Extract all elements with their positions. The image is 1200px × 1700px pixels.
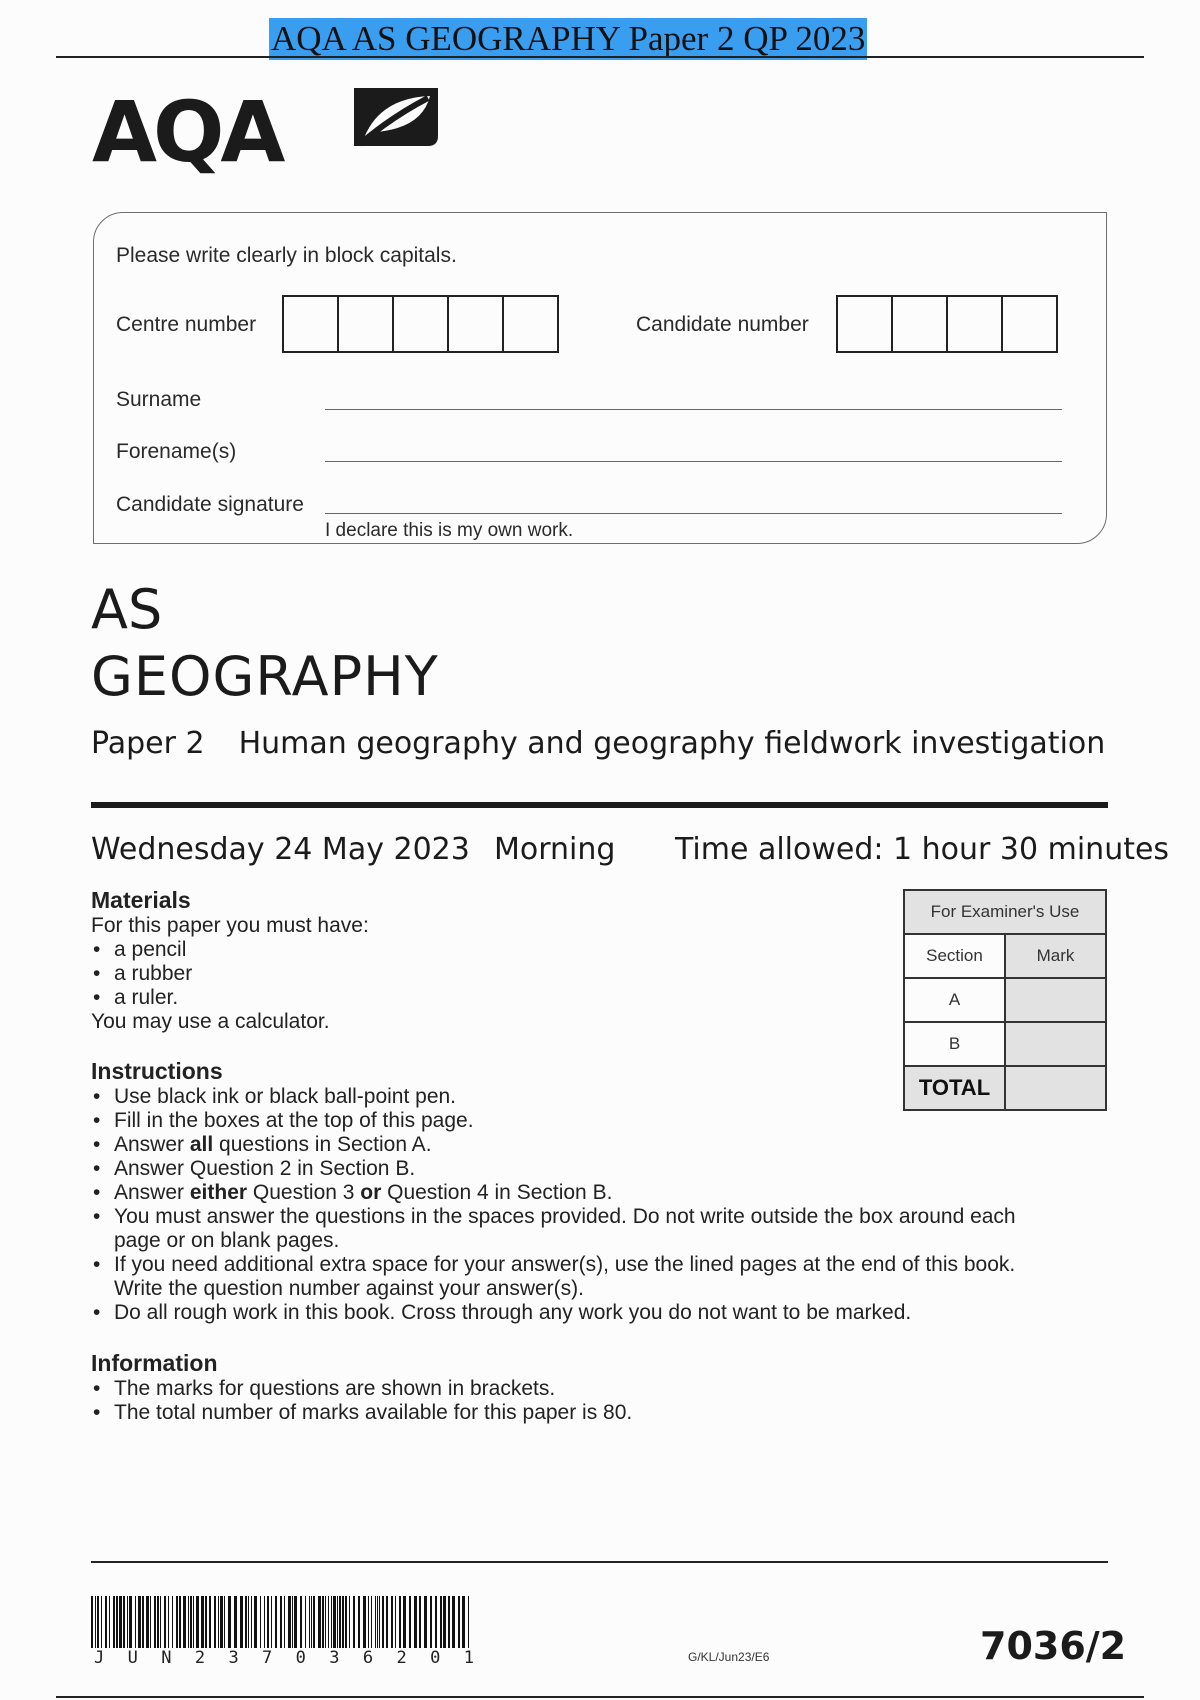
- list-item: • If you need additional extra space for your answer(s), use the lined pages at the end of this book. Write the question number against your answer(s).: [91, 1253, 1016, 1301]
- qualification-level: AS: [91, 578, 163, 641]
- barcode-digit: J: [94, 1648, 105, 1668]
- section-a-mark-cell: [1005, 978, 1106, 1022]
- list-item: • Answer Question 2 in Section B.: [91, 1157, 1016, 1181]
- surname-label: Surname: [116, 388, 202, 411]
- forenames-label: Forename(s): [116, 440, 237, 463]
- barcode-digit: 1: [463, 1648, 474, 1668]
- mark-column-header: Mark: [1005, 934, 1106, 978]
- barcode-digit: 2: [194, 1648, 206, 1668]
- paper-title-line: [91, 726, 1105, 761]
- candidate-number-digit-box[interactable]: [1001, 295, 1058, 353]
- list-item: • The total number of marks available for this paper is 80.: [91, 1401, 632, 1425]
- materials-list: [91, 938, 369, 1010]
- total-mark-cell: [1005, 1066, 1106, 1110]
- examiners-use-title: For Examiner's Use: [904, 890, 1106, 934]
- paper-title: Human geography and geography fieldwork investigation: [238, 726, 1106, 761]
- barcode-digit: 6: [362, 1648, 374, 1668]
- declaration-text: I declare this is my own work.: [325, 520, 574, 541]
- centre-number-boxes[interactable]: [282, 295, 559, 353]
- candidate-number-label: Candidate number: [636, 313, 809, 336]
- paper-code: 7036/2: [980, 1624, 1127, 1668]
- surname-line[interactable]: [325, 409, 1062, 410]
- barcode-digits: [94, 1648, 474, 1668]
- list-item: • Answer all questions in Section A.: [91, 1133, 1016, 1157]
- materials-intro: For this paper you must have:: [91, 914, 369, 937]
- list-item: • a pencil: [91, 938, 369, 962]
- list-item: • Answer either Question 3 or Question 4 in Section B.: [91, 1181, 1016, 1205]
- barcode-digit: U: [127, 1648, 138, 1668]
- centre-number-digit-box[interactable]: [392, 295, 449, 353]
- candidate-number-digit-box[interactable]: [836, 295, 893, 353]
- signature-line[interactable]: [325, 513, 1062, 514]
- barcode-digit: 2: [396, 1648, 407, 1668]
- barcode-digit: 7: [262, 1648, 273, 1668]
- exam-session: Morning: [494, 832, 616, 867]
- footer-divider: [91, 1561, 1108, 1563]
- time-allowed: Time allowed: 1 hour 30 minutes: [675, 832, 1170, 867]
- title-divider: [91, 802, 1108, 808]
- subject-title: GEOGRAPHY: [91, 645, 439, 708]
- section-b-mark-cell: [1005, 1022, 1106, 1066]
- list-item: • Do all rough work in this book. Cross through any work you do not want to be marked.: [91, 1301, 1016, 1325]
- instructions-heading: Instructions: [91, 1058, 223, 1084]
- reference-code: G/KL/Jun23/E6: [688, 1650, 770, 1664]
- header-divider: [56, 56, 1144, 58]
- barcode-digit: 3: [228, 1648, 239, 1668]
- section-a-label: A: [904, 978, 1005, 1022]
- list-item: • Fill in the boxes at the top of this page.: [91, 1109, 1016, 1133]
- examiners-use-table: [903, 889, 1107, 1111]
- information-section: [91, 1350, 632, 1425]
- paper-number: Paper 2: [91, 726, 205, 761]
- aqa-leaf-icon: [350, 88, 442, 150]
- section-b-label: B: [904, 1022, 1005, 1066]
- document-title-highlight: AQA AS GEOGRAPHY Paper 2 QP 2023: [271, 19, 866, 58]
- barcode-digit: N: [161, 1648, 172, 1668]
- list-item: • a rubber: [91, 962, 369, 986]
- list-item: • The marks for questions are shown in brackets.: [91, 1377, 632, 1401]
- aqa-logo: [92, 83, 282, 181]
- centre-number-digit-box[interactable]: [337, 295, 394, 353]
- candidate-number-boxes[interactable]: [836, 295, 1058, 353]
- barcode-image: [91, 1596, 474, 1648]
- candidate-number-digit-box[interactable]: [946, 295, 1003, 353]
- candidate-number-digit-box[interactable]: [891, 295, 948, 353]
- block-capitals-instruction: Please write clearly in block capitals.: [116, 244, 457, 267]
- list-item: • You must answer the questions in the spaces provided. Do not write outside the box around each page or on blank pages.: [91, 1205, 1016, 1253]
- exam-date: Wednesday 24 May 2023: [91, 832, 470, 867]
- forenames-line[interactable]: [325, 461, 1062, 462]
- list-item: • a ruler.: [91, 986, 369, 1010]
- total-label: TOTAL: [904, 1066, 1005, 1110]
- centre-number-label: Centre number: [116, 313, 257, 336]
- centre-number-digit-box[interactable]: [447, 295, 504, 353]
- instructions-section: [91, 1058, 1016, 1325]
- barcode-digit: 3: [329, 1648, 340, 1668]
- information-list: [91, 1377, 632, 1425]
- materials-section: [91, 887, 369, 1034]
- information-heading: Information: [91, 1350, 218, 1376]
- centre-number-digit-box[interactable]: [502, 295, 559, 353]
- barcode-digit: 0: [295, 1648, 306, 1668]
- barcode-digit: 0: [430, 1648, 441, 1668]
- page-bottom-divider: [56, 1696, 1144, 1698]
- candidate-signature-label: Candidate signature: [116, 493, 304, 516]
- logo-text: AQA: [92, 83, 282, 181]
- centre-number-digit-box[interactable]: [282, 295, 339, 353]
- list-item: • Use black ink or black ball-point pen.: [91, 1085, 1016, 1109]
- instructions-list: [91, 1085, 1016, 1325]
- materials-heading: Materials: [91, 887, 191, 913]
- section-column-header: Section: [904, 934, 1005, 978]
- calculator-note: You may use a calculator.: [91, 1010, 330, 1033]
